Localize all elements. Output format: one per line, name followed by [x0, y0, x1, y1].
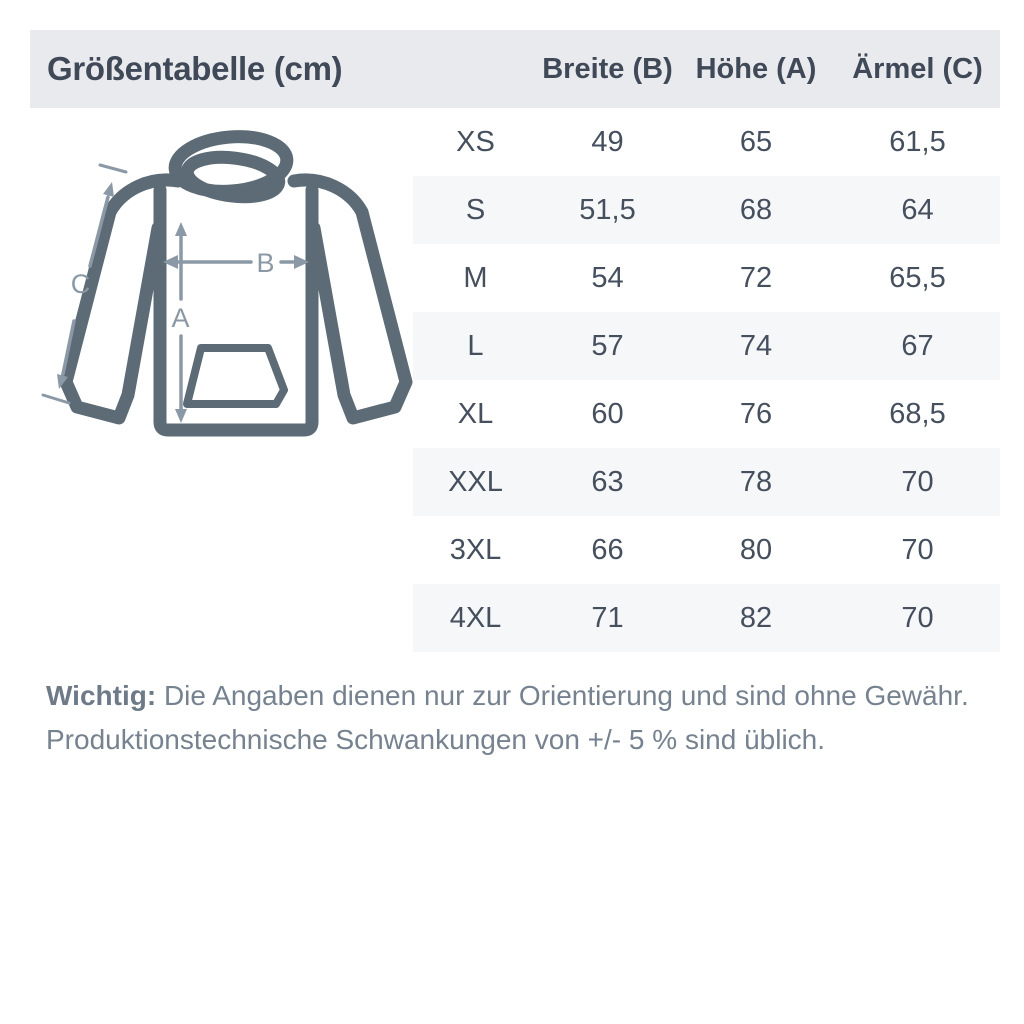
disclaimer-line-2 — [46, 718, 996, 762]
size-row-xxl — [413, 448, 1000, 516]
size-label: M — [463, 261, 488, 294]
size-label: XL — [457, 397, 494, 430]
size-row-4xl — [413, 584, 1000, 652]
column-header-aermel: Ärmel (C) — [852, 52, 983, 85]
page-title: Größentabelle (cm) — [47, 50, 343, 87]
pocket-outline — [187, 348, 284, 404]
aermel-value: 68,5 — [889, 397, 946, 430]
height-arrowhead-down — [175, 409, 187, 423]
aermel-value: 64 — [901, 193, 934, 226]
breite-value: 66 — [591, 533, 624, 566]
width-arrow-label: B — [256, 248, 276, 278]
size-row-xl — [413, 380, 1000, 448]
hoehe-value: 78 — [739, 465, 773, 498]
disclaimer-line-1 — [46, 674, 996, 718]
breite-value: 60 — [591, 397, 624, 430]
sleeve-arrowhead-top — [103, 182, 114, 197]
size-label: 4XL — [449, 601, 502, 634]
hoehe-value: 65 — [739, 125, 773, 158]
hoehe-value: 72 — [739, 261, 773, 294]
aermel-value: 67 — [901, 329, 934, 362]
aermel-value: 70 — [901, 601, 934, 634]
size-label: XS — [456, 125, 495, 158]
size-label: L — [467, 329, 484, 362]
hoehe-value: 74 — [739, 329, 773, 362]
size-row-l — [413, 312, 1000, 380]
breite-value: 71 — [591, 601, 624, 634]
disclaimer — [46, 674, 996, 762]
aermel-value: 70 — [901, 465, 934, 498]
aermel-value: 70 — [901, 533, 934, 566]
breite-value: 49 — [591, 125, 624, 158]
breite-value: 57 — [591, 329, 624, 362]
breite-value: 54 — [591, 261, 624, 294]
column-header-hoehe: Höhe (A) — [695, 52, 817, 85]
size-label: 3XL — [449, 533, 502, 566]
hoehe-value: 76 — [739, 397, 773, 430]
size-label: S — [465, 193, 486, 226]
sleeve-arrow-label: C — [70, 269, 92, 299]
height-arrow-label: A — [171, 303, 191, 333]
hoehe-value: 82 — [739, 601, 773, 634]
aermel-value: 61,5 — [889, 125, 946, 158]
hoodie-diagram — [30, 118, 430, 453]
size-label: XXL — [448, 465, 503, 498]
disclaimer-text-2: Produktionstechnische Schwankungen von +/- 5 % sind üblich. — [46, 724, 826, 755]
size-table — [413, 108, 1000, 652]
height-arrowhead-up — [175, 222, 187, 236]
size-row-s — [413, 176, 1000, 244]
hoehe-value: 68 — [739, 193, 773, 226]
table-header — [30, 30, 1000, 108]
hood-icon — [173, 132, 289, 201]
breite-value: 63 — [591, 465, 624, 498]
disclaimer-text-1: Die Angaben dienen nur zur Orientierung und sind ohne Gewähr. — [163, 680, 969, 711]
column-header-breite: Breite (B) — [542, 52, 673, 85]
aermel-value: 65,5 — [889, 261, 946, 294]
hoehe-value: 80 — [739, 533, 773, 566]
size-row-xs — [413, 108, 1000, 176]
size-row-3xl — [413, 516, 1000, 584]
disclaimer-important-label: Wichtig: — [46, 680, 157, 711]
breite-value: 51,5 — [579, 193, 636, 226]
size-row-m — [413, 244, 1000, 312]
